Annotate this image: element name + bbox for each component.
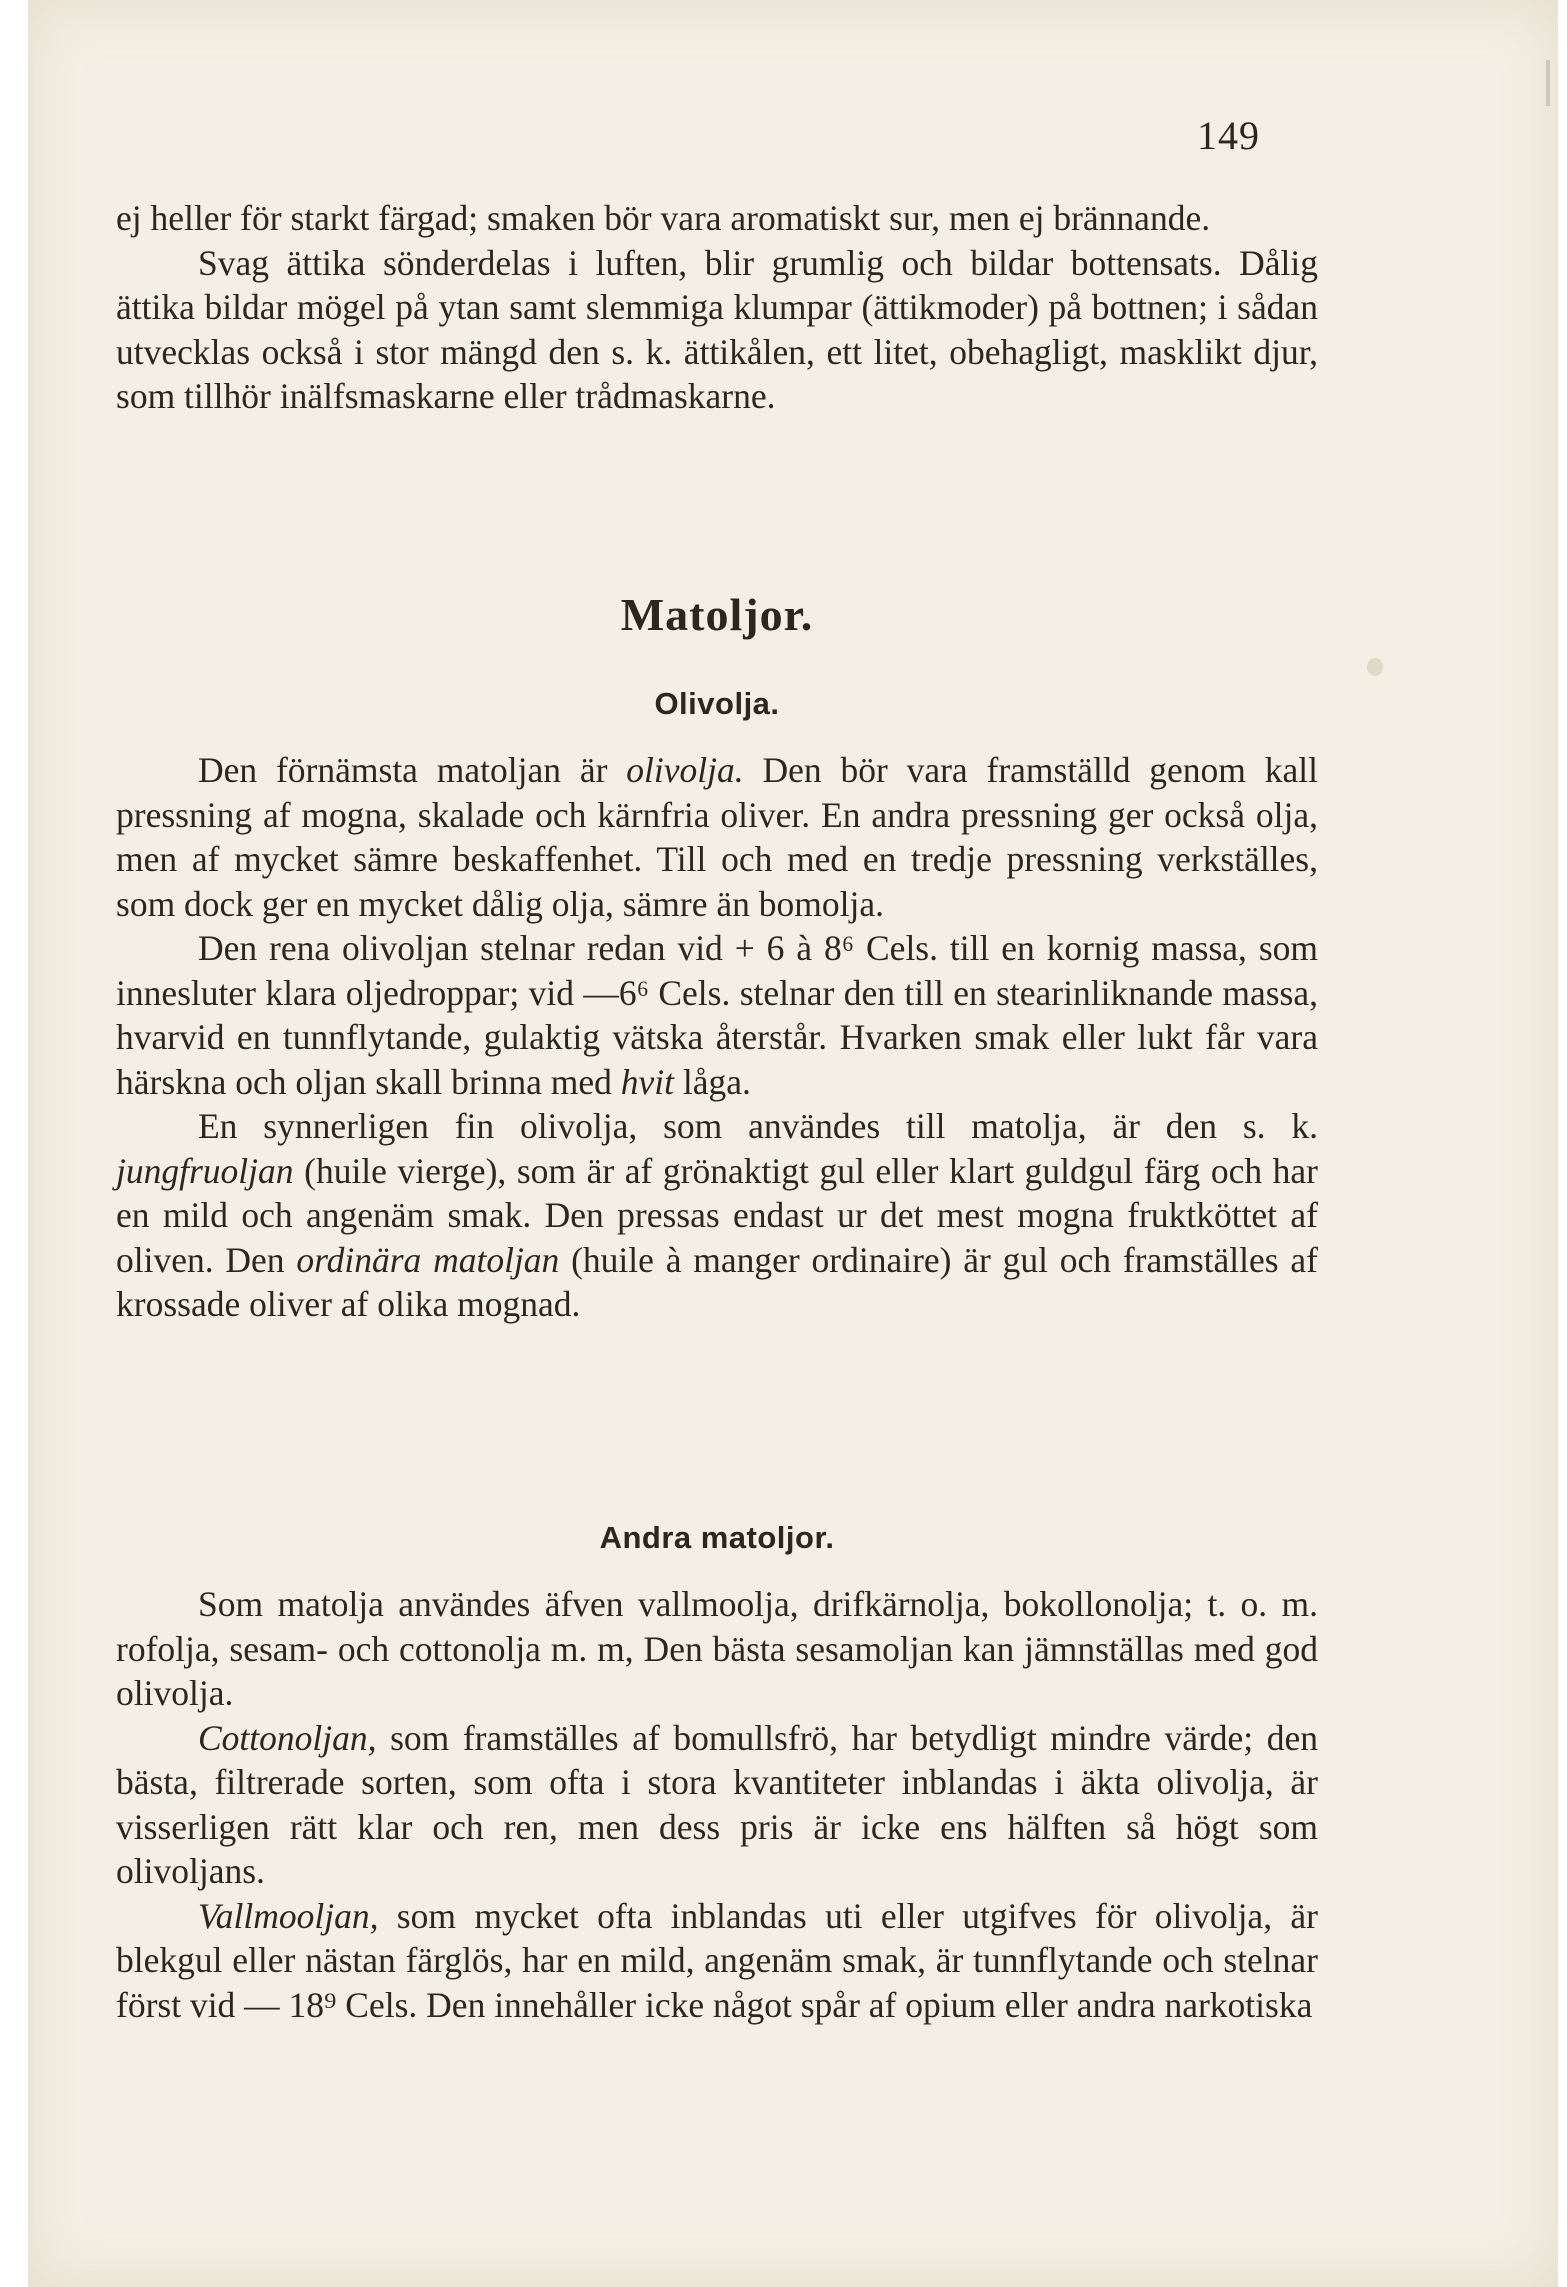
text-run: (huile vierge), som är af grönaktigt gul eller klart guldgul färg och har en mild och angenäm smak. Den pressas endast ur det mest mogna fruktköttet af oliven. Den <box>116 1150 1318 1280</box>
text-run: Den bör vara framställd genom kall pressning af mogna, skalade och kärnfria oliver. En andra pressning ger också olja, men af mycket sämre beskaffenhet. Till och med en tredje pressning verkställes, som dock ger en mycket dålig olja, sämre än bomolja. <box>116 750 1318 924</box>
text-run: Den rena olivoljan stelnar redan vid + 6 à 8⁶ Cels. till en kornig massa, som innesluter klara oljedroppar; vid —6⁶ Cels. stelnar den till en stearinliknande massa, hvarvid en tunnflytande, gulaktig vätska återstår. Hvarken smak eller lukt får vara härskna och oljan skall brinna med <box>116 928 1318 1102</box>
italic-text: jungfruoljan <box>116 1150 294 1191</box>
text-run: Svag ättika sönderdelas i luften, blir grumlig och bildar bottensats. Dålig ättika bildar mögel på ytan samt slemmiga klumpar (ättikmoder) på bottnen; i sådan utvecklas också i stor mängd den s. k. ättikålen, ett litet, obehagligt, masklikt djur, som tillhör inälfsmaskarne eller trådmaskarne. <box>116 242 1318 416</box>
paragraph <box>116 748 1318 926</box>
text-run: En synnerligen fin olivolja, som användes till matolja, är den s. k. <box>198 1106 1318 1146</box>
italic-text: Cottonoljan, <box>198 1717 377 1758</box>
andra-matoljor-text-block <box>116 1582 1318 2027</box>
text-run: Som matolja användes äfven vallmoolja, drifkärnolja, bokollonolja; t. o. m. rofolja, sesam- och cottonolja m. m, Den bästa sesamoljan kan jämnställas med god olivolja. <box>116 1584 1318 1713</box>
page-edge-mark <box>1546 60 1550 106</box>
subheading-andra-matoljor: Andra matoljor. <box>599 1520 835 1555</box>
paragraph <box>116 1716 1318 1894</box>
olivolja-text-block <box>116 748 1318 1327</box>
section-heading-matoljor: Matoljor. <box>620 589 814 640</box>
paragraph <box>116 1104 1318 1327</box>
paragraph <box>116 926 1318 1104</box>
book-page <box>28 0 1558 2287</box>
paragraph <box>116 196 1318 241</box>
text-run: (huile à manger ordinaire) är gul och framställes af krossade oliver af olika mognad. <box>116 1239 1318 1324</box>
page-number: 149 <box>1197 113 1260 158</box>
italic-text: ordinära matoljan <box>296 1239 560 1280</box>
paragraph <box>116 1582 1318 1716</box>
paragraph <box>116 1894 1318 2028</box>
subheading-olivolja: Olivolja. <box>654 686 780 721</box>
italic-text: hvit <box>620 1061 674 1102</box>
text-run: låga. <box>673 1061 751 1102</box>
text-run: som mycket ofta inblandas uti eller utgifves för olivolja, är blekgul eller nästan färglös, har en mild, angenäm smak, är tunnflytande och stelnar först vid — 18⁹ Cels. Den innehåller icke något spår af opium eller andra narkotiska <box>116 1895 1318 2025</box>
italic-text: Vallmooljan, <box>198 1895 379 1936</box>
text-run: ej heller för starkt färgad; smaken bör vara aromatiskt sur, men ej brännande. <box>116 198 1211 238</box>
paper-speck <box>1367 658 1383 676</box>
text-run: Den förnämsta matoljan är <box>198 750 627 790</box>
italic-text: olivolja. <box>626 750 744 790</box>
paragraph <box>116 241 1318 419</box>
intro-text-block <box>116 196 1318 419</box>
text-run: som framställes af bomullsfrö, har betydligt mindre värde; den bästa, filtrerade sorten, som ofta i stora kvantiteter inblandas i äkta olivolja, är visserligen rätt klar och ren, men dess pris är icke ens hälften så högt som olivoljans. <box>116 1717 1318 1891</box>
